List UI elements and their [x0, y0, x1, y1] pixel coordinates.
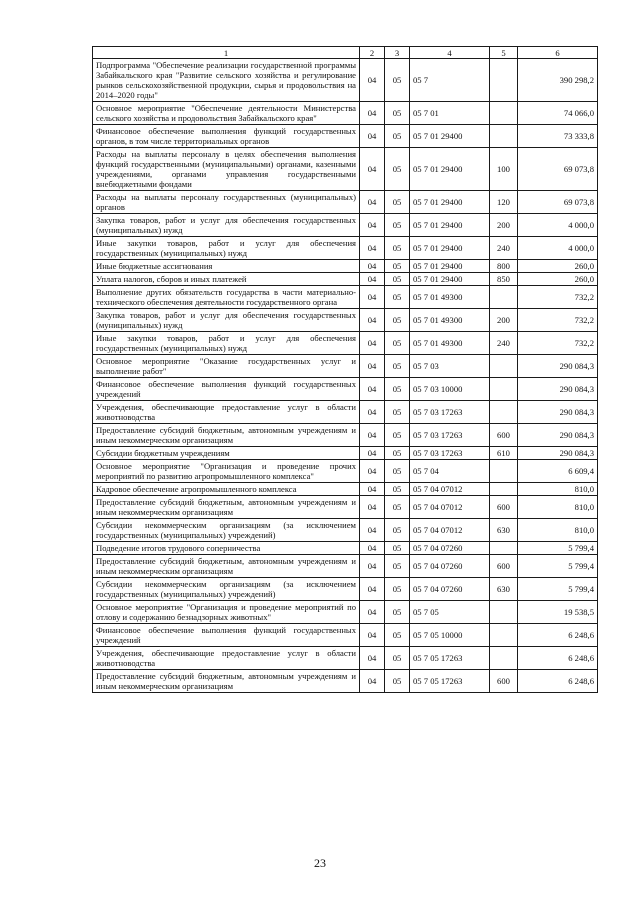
subsection-code-cell: 05: [385, 355, 410, 378]
row-name-cell: Основное мероприятие "Организация и проведение мероприятий по отлову и содержанию безнадзорных животных": [93, 601, 360, 624]
target-article-cell: 05 7 04 07260: [410, 555, 490, 578]
amount-cell: 810,0: [518, 483, 598, 496]
table-row: [93, 578, 598, 601]
table-row: [93, 125, 598, 148]
subsection-code-cell: 05: [385, 102, 410, 125]
subsection-code-cell: 05: [385, 483, 410, 496]
subsection-code-cell: 05: [385, 237, 410, 260]
amount-cell: 6 248,6: [518, 670, 598, 693]
row-name-cell: Закупка товаров, работ и услуг для обеспечения государственных (муниципальных) нужд: [93, 214, 360, 237]
section-code-cell: 04: [360, 237, 385, 260]
expense-type-cell: 600: [490, 496, 518, 519]
row-name-cell: Субсидии бюджетным учреждениям: [93, 447, 360, 460]
target-article-cell: 05 7 03 17263: [410, 424, 490, 447]
target-article-cell: 05 7 03 17263: [410, 447, 490, 460]
subsection-code-cell: 05: [385, 286, 410, 309]
expense-type-cell: 630: [490, 578, 518, 601]
target-article-cell: 05 7 04 07012: [410, 483, 490, 496]
table-header-row: [93, 47, 598, 59]
section-code-cell: 04: [360, 542, 385, 555]
row-name-cell: Финансовое обеспечение выполнения функций государственных учреждений: [93, 378, 360, 401]
expense-type-cell: 100: [490, 148, 518, 191]
expense-type-cell: [490, 378, 518, 401]
target-article-cell: 05 7 01 49300: [410, 332, 490, 355]
target-article-cell: 05 7 04 07012: [410, 496, 490, 519]
subsection-code-cell: 05: [385, 332, 410, 355]
section-code-cell: 04: [360, 260, 385, 273]
subsection-code-cell: 05: [385, 401, 410, 424]
column-header: 1: [93, 47, 360, 59]
page-number: 23: [314, 856, 326, 870]
expense-type-cell: 600: [490, 670, 518, 693]
table-row: [93, 309, 598, 332]
amount-cell: 6 609,4: [518, 460, 598, 483]
amount-cell: 69 073,8: [518, 148, 598, 191]
table-row: [93, 601, 598, 624]
expense-type-cell: [490, 355, 518, 378]
row-name-cell: Иные закупки товаров, работ и услуг для обеспечения государственных (муниципальных) нужд: [93, 237, 360, 260]
section-code-cell: 04: [360, 670, 385, 693]
amount-cell: 810,0: [518, 496, 598, 519]
table-row: [93, 555, 598, 578]
section-code-cell: 04: [360, 355, 385, 378]
subsection-code-cell: 05: [385, 424, 410, 447]
target-article-cell: 05 7 01 29400: [410, 191, 490, 214]
subsection-code-cell: 05: [385, 59, 410, 102]
table-row: [93, 378, 598, 401]
subsection-code-cell: 05: [385, 125, 410, 148]
amount-cell: 74 066,0: [518, 102, 598, 125]
table-row: [93, 237, 598, 260]
expense-type-cell: [490, 601, 518, 624]
section-code-cell: 04: [360, 483, 385, 496]
amount-cell: 4 000,0: [518, 214, 598, 237]
amount-cell: 260,0: [518, 260, 598, 273]
subsection-code-cell: 05: [385, 496, 410, 519]
target-article-cell: 05 7 01 29400: [410, 260, 490, 273]
row-name-cell: Основное мероприятие "Обеспечение деятельности Министерства сельского хозяйства и продовольствия Забайкальского края": [93, 102, 360, 125]
amount-cell: 6 248,6: [518, 647, 598, 670]
row-name-cell: Учреждения, обеспечивающие предоставление услуг в области животноводства: [93, 647, 360, 670]
subsection-code-cell: 05: [385, 555, 410, 578]
subsection-code-cell: 05: [385, 273, 410, 286]
amount-cell: 290 084,3: [518, 355, 598, 378]
target-article-cell: 05 7 01 29400: [410, 237, 490, 260]
row-name-cell: Расходы на выплаты персоналу в целях обеспечения выполнения функций государственными (муниципальными) органами, казенными учреждениями, органами управления государственными внебюджетными фондами: [93, 148, 360, 191]
expense-type-cell: 600: [490, 424, 518, 447]
expense-type-cell: 610: [490, 447, 518, 460]
table-row: [93, 332, 598, 355]
expense-type-cell: 850: [490, 273, 518, 286]
subsection-code-cell: 05: [385, 148, 410, 191]
row-name-cell: Подведение итогов трудового соперничества: [93, 542, 360, 555]
table-row: [93, 542, 598, 555]
column-header: 3: [385, 47, 410, 59]
target-article-cell: 05 7 03: [410, 355, 490, 378]
row-name-cell: Иные бюджетные ассигнования: [93, 260, 360, 273]
table-row: [93, 624, 598, 647]
expense-type-cell: [490, 125, 518, 148]
table-row: [93, 519, 598, 542]
subsection-code-cell: 05: [385, 670, 410, 693]
expense-type-cell: [490, 286, 518, 309]
amount-cell: 732,2: [518, 309, 598, 332]
amount-cell: 73 333,8: [518, 125, 598, 148]
expense-type-cell: 800: [490, 260, 518, 273]
table-row: [93, 59, 598, 102]
budget-table: [92, 46, 598, 693]
column-header: 5: [490, 47, 518, 59]
subsection-code-cell: 05: [385, 378, 410, 401]
target-article-cell: 05 7 03 10000: [410, 378, 490, 401]
row-name-cell: Предоставление субсидий бюджетным, автономным учреждениям и иным некоммерческим организациям: [93, 424, 360, 447]
expense-type-cell: [490, 624, 518, 647]
amount-cell: 732,2: [518, 332, 598, 355]
amount-cell: 290 084,3: [518, 378, 598, 401]
row-name-cell: Закупка товаров, работ и услуг для обеспечения государственных (муниципальных) нужд: [93, 309, 360, 332]
target-article-cell: 05 7 05: [410, 601, 490, 624]
row-name-cell: Расходы на выплаты персоналу государственных (муниципальных) органов: [93, 191, 360, 214]
row-name-cell: Основное мероприятие "Оказание государственных услуг и выполнение работ": [93, 355, 360, 378]
expense-type-cell: [490, 460, 518, 483]
section-code-cell: 04: [360, 460, 385, 483]
expense-type-cell: [490, 483, 518, 496]
section-code-cell: 04: [360, 286, 385, 309]
row-name-cell: Учреждения, обеспечивающие предоставление услуг в области животноводства: [93, 401, 360, 424]
subsection-code-cell: 05: [385, 214, 410, 237]
table-row: [93, 214, 598, 237]
section-code-cell: 04: [360, 332, 385, 355]
target-article-cell: 05 7 04 07260: [410, 542, 490, 555]
section-code-cell: 04: [360, 273, 385, 286]
amount-cell: 6 248,6: [518, 624, 598, 647]
amount-cell: 5 799,4: [518, 555, 598, 578]
column-header: 2: [360, 47, 385, 59]
section-code-cell: 04: [360, 447, 385, 460]
table-row: [93, 273, 598, 286]
target-article-cell: 05 7 01 49300: [410, 309, 490, 332]
subsection-code-cell: 05: [385, 601, 410, 624]
target-article-cell: 05 7 01 29400: [410, 273, 490, 286]
table-row: [93, 647, 598, 670]
section-code-cell: 04: [360, 102, 385, 125]
subsection-code-cell: 05: [385, 460, 410, 483]
table-row: [93, 483, 598, 496]
row-name-cell: Субсидии некоммерческим организациям (за исключением государственных (муниципальных) учреждений): [93, 519, 360, 542]
amount-cell: 4 000,0: [518, 237, 598, 260]
section-code-cell: 04: [360, 309, 385, 332]
target-article-cell: 05 7 04 07012: [410, 519, 490, 542]
row-name-cell: Кадровое обеспечение агропромышленного комплекса: [93, 483, 360, 496]
table-row: [93, 460, 598, 483]
amount-cell: 390 298,2: [518, 59, 598, 102]
expense-type-cell: 600: [490, 555, 518, 578]
expense-type-cell: [490, 59, 518, 102]
section-code-cell: 04: [360, 496, 385, 519]
target-article-cell: 05 7 01: [410, 102, 490, 125]
amount-cell: 290 084,3: [518, 447, 598, 460]
section-code-cell: 04: [360, 647, 385, 670]
table-row: [93, 496, 598, 519]
section-code-cell: 04: [360, 148, 385, 191]
target-article-cell: 05 7 05 17263: [410, 670, 490, 693]
row-name-cell: Предоставление субсидий бюджетным, автономным учреждениям и иным некоммерческим организациям: [93, 496, 360, 519]
table-row: [93, 355, 598, 378]
table-row: [93, 670, 598, 693]
row-name-cell: Иные закупки товаров, работ и услуг для обеспечения государственных (муниципальных) нужд: [93, 332, 360, 355]
target-article-cell: 05 7 01 29400: [410, 214, 490, 237]
subsection-code-cell: 05: [385, 578, 410, 601]
column-header: 4: [410, 47, 490, 59]
section-code-cell: 04: [360, 191, 385, 214]
target-article-cell: 05 7 01 29400: [410, 125, 490, 148]
target-article-cell: 05 7 01 29400: [410, 148, 490, 191]
table-row: [93, 401, 598, 424]
amount-cell: 290 084,3: [518, 401, 598, 424]
target-article-cell: 05 7 04 07260: [410, 578, 490, 601]
row-name-cell: Подпрограмма "Обеспечение реализации государственной программы Забайкальского края "Развитие сельского хозяйства и регулирование рынков сельскохозяйственной продукции, сырья и продовольствия на 2014–2020 годы": [93, 59, 360, 102]
section-code-cell: 04: [360, 401, 385, 424]
amount-cell: 19 538,5: [518, 601, 598, 624]
row-name-cell: Финансовое обеспечение выполнения функций государственных учреждений: [93, 624, 360, 647]
amount-cell: 5 799,4: [518, 542, 598, 555]
row-name-cell: Уплата налогов, сборов и иных платежей: [93, 273, 360, 286]
expense-type-cell: [490, 102, 518, 125]
target-article-cell: 05 7 01 49300: [410, 286, 490, 309]
subsection-code-cell: 05: [385, 542, 410, 555]
expense-type-cell: 200: [490, 214, 518, 237]
section-code-cell: 04: [360, 378, 385, 401]
row-name-cell: Предоставление субсидий бюджетным, автономным учреждениям и иным некоммерческим организациям: [93, 670, 360, 693]
section-code-cell: 04: [360, 578, 385, 601]
table-row: [93, 260, 598, 273]
row-name-cell: Субсидии некоммерческим организациям (за исключением государственных (муниципальных) учреждений): [93, 578, 360, 601]
subsection-code-cell: 05: [385, 624, 410, 647]
expense-type-cell: [490, 542, 518, 555]
subsection-code-cell: 05: [385, 647, 410, 670]
target-article-cell: 05 7 05 10000: [410, 624, 490, 647]
row-name-cell: Основное мероприятие "Организация и проведение прочих мероприятий по развитию агропромышленного комплекса": [93, 460, 360, 483]
section-code-cell: 04: [360, 555, 385, 578]
table-row: [93, 191, 598, 214]
subsection-code-cell: 05: [385, 447, 410, 460]
table-row: [93, 102, 598, 125]
table-row: [93, 447, 598, 460]
section-code-cell: 04: [360, 519, 385, 542]
row-name-cell: Финансовое обеспечение выполнения функций государственных органов, в том числе территориальных органов: [93, 125, 360, 148]
subsection-code-cell: 05: [385, 191, 410, 214]
table-body: [93, 59, 598, 693]
row-name-cell: Предоставление субсидий бюджетным, автономным учреждениям и иным некоммерческим организациям: [93, 555, 360, 578]
amount-cell: 69 073,8: [518, 191, 598, 214]
expense-type-cell: [490, 401, 518, 424]
amount-cell: 5 799,4: [518, 578, 598, 601]
expense-type-cell: 240: [490, 237, 518, 260]
target-article-cell: 05 7: [410, 59, 490, 102]
section-code-cell: 04: [360, 214, 385, 237]
amount-cell: 260,0: [518, 273, 598, 286]
expense-type-cell: 630: [490, 519, 518, 542]
amount-cell: 810,0: [518, 519, 598, 542]
section-code-cell: 04: [360, 125, 385, 148]
amount-cell: 732,2: [518, 286, 598, 309]
subsection-code-cell: 05: [385, 309, 410, 332]
column-header: 6: [518, 47, 598, 59]
table-row: [93, 286, 598, 309]
table-row: [93, 148, 598, 191]
expense-type-cell: 120: [490, 191, 518, 214]
target-article-cell: 05 7 04: [410, 460, 490, 483]
expense-type-cell: 240: [490, 332, 518, 355]
expense-type-cell: 200: [490, 309, 518, 332]
target-article-cell: 05 7 05 17263: [410, 647, 490, 670]
section-code-cell: 04: [360, 601, 385, 624]
table-row: [93, 424, 598, 447]
expense-type-cell: [490, 647, 518, 670]
section-code-cell: 04: [360, 59, 385, 102]
section-code-cell: 04: [360, 624, 385, 647]
subsection-code-cell: 05: [385, 260, 410, 273]
section-code-cell: 04: [360, 424, 385, 447]
subsection-code-cell: 05: [385, 519, 410, 542]
row-name-cell: Выполнение других обязательств государства в части материально-технического обеспечения деятельности государственного органа: [93, 286, 360, 309]
target-article-cell: 05 7 03 17263: [410, 401, 490, 424]
amount-cell: 290 084,3: [518, 424, 598, 447]
